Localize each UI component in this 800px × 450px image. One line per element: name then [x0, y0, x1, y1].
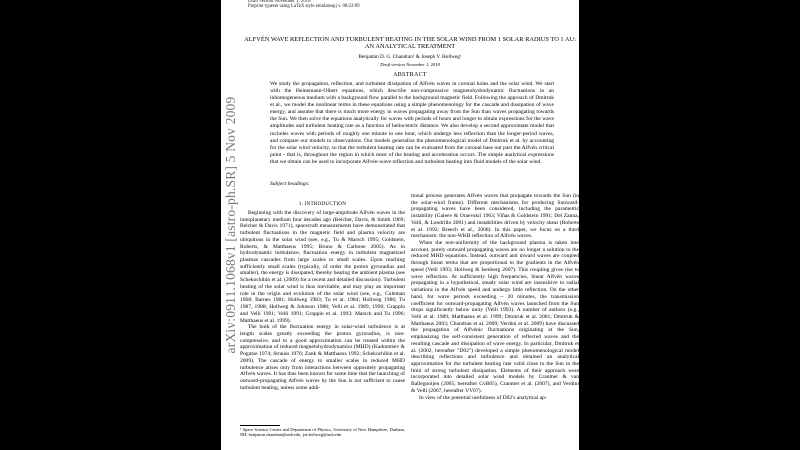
paragraph: When the non-uniformity of the background plasma is taken into account, purely outward propagating waves are no longer a solution to the reduced MHD equations. Instead, outward and inward waves are coupled through linear terms that are proportional to the gradients in the Alfvén speed (Velli 1993; Hollweg & Isenberg 2007). This coupling gives rise to wave reflection. At sufficiently high frequencies, linear Alfvén waves propagating in a hypothetical, steady solar wind are insensitive to radial variations in the Alfvén speed and undergo little reflection. On the other hand, for wave periods exceeding ~ 20 minutes, the transmission coefficient for outward-propagating Alfvén waves launched from the Sun drops significantly below unity (Velli 1993). A number of authors (e.g., Velli et al. 1989; Matthaeus et al. 1999; Dmitruk et al. 2001; Dmitruk & Matthaeus 2003; Chandran et al. 2009; Verdini et al. 2009) have discussed the propagation of Alfvénic fluctuations originating at the Sun, emphasizing the self-consistent generation of reflected waves and the resulting cascade and dissipation of wave energy. In particular, Dmitruk et al. (2002, hereafter "D02") developed a simple phenomenological model describing reflections and turbulence and obtained an analytical approximation for the turbulent heating rate valid close to the Sun in the limit of strong turbulent dissipation. Elements of their approach were incorporated into detailed solar wind models by Cranmer & van Ballegooijen (2005, hereafter CvB05), Cranmer et al. (2007), and Verdini & Velli (2007, hereafter VV07).	[411, 240, 579, 394]
section-heading: 1. INTRODUCTION	[298, 201, 347, 207]
draft-date: Draft version November 1, 2018	[380, 62, 440, 67]
authors: Benjamin D. G. Chandran¹ & Joseph V. Hollweg¹	[358, 54, 462, 60]
left-column	[240, 210, 405, 391]
arxiv-stamp: arXiv:0911.1068v1 [astro-ph.SR] 5 Nov 2009	[223, 96, 238, 354]
paragraph: In view of the potential usefulness of D02's analytical ap-	[419, 394, 547, 401]
footnote: ¹ Space Science Center and Department of Physics, University of New Hampshire, Durham, NH; benjamin.chandran@unh.edu, joe.hollweg@unh.edu	[240, 427, 405, 438]
footnote-rule	[240, 425, 280, 426]
draft-version-line: Draft version November 1, 2018	[248, 0, 311, 4]
right-column	[411, 193, 579, 401]
paragraph: tional process generates Alfvén waves that propagate towards the Sun (in the solar-wind frame). Different mechanisms for producing Sunward-propagating waves have been considered, including the parametric instability (Galeev & Oraevskii 1963; Viñas & Goldstein 1991; Del Zanna, Velli, & Londrillo 2001) and instabilities driven by velocity shear (Roberts et al. 1992; Breech et al., 2008). In this paper, we focus on a third mechanism: the non-WKB reflection of Alfvén waves.	[411, 193, 579, 240]
abstract-text: We study the propagation, reflection, and turbulent dissipation of Alfvén waves in coronal holes and the solar wind. We start with the Heinemann-Olbert equations, which describe non-compressive magnetohydrodynamic fluctuations in an inhomogeneous medium with a background flow parallel to the background magnetic field. Following the approach of Dmitruk et al., we model the nonlinear terms in these equations using a simple phenomenology for the cascade and dissipation of wave energy, and assume that there is much more energy in waves propagating away from the Sun than waves propagating towards the Sun. We then solve the equations analytically for waves with periods of hours and longer to obtain expressions for the wave amplitudes and turbulent heating rate as a function of heliocentric distance. We also develop a second approximate model that includes waves with periods of roughly one minute to one hour, which undergo less reflection than the longer-period waves, and compare our models to observations. Our models generalize the phenomenological model of Dmitruk et al. by accounting for the solar wind velocity, so that the turbulent heating rate can be evaluated from the coronal base out past the Alfvén critical point - that is, throughout the region in which most of the heating and acceleration occurs. The simple analytical expressions that we obtain can be used to incorporate Alfvén-wave reflection and turbulent heating into fluid models of the solar wind.	[270, 81, 554, 165]
paper-title: ALFVÉN WAVE REFLECTION AND TURBULENT HEATING IN THE SOLAR WIND FROM 1 SOLAR RADIUS TO 1 AU: AN ANALYTICAL TREATMENT	[244, 36, 576, 51]
preprint-style-line: Preprint typeset using LaTeX style emulateapj v. 08/22/09	[248, 4, 360, 10]
preprint-header	[248, 0, 360, 10]
subject-headings: Subject headings:	[270, 181, 310, 187]
paragraph: Beginning with the discovery of large-amplitude Alfvén waves in the interplanetary medium four decades ago (Belcher, Davis, & Smith 1969; Belcher & Davis 1971), spacecraft measurements have demonstrated that turbulent fluctuations in the magnetic field and plasma velocity are ubiquitous in the solar wind (see, e.g., Tu & Marsch 1995; Goldstein, Roberts, & Matthaeus 1995; Bruno & Carbone 2005). As in hydrodynamic turbulence, fluctuation energy in turbulent magnetized plasmas cascades from large scales to small scales. Upon reaching sufficiently small scales (typically, of order the proton gyroradius and smaller), the energy is dissipated, thereby heating the ambient plasma (see Schekochihin et al. (2009) for a recent and detailed discussion). Turbulent heating of the solar wind is thus inevitable, and may play an important role in the origin and evolution of the solar wind (see, e.g., Coleman 1968; Barnes 1981; Hollweg 1983; Tu et al. 1984; Hollweg 1986; Tu 1987, 1988; Hollweg & Johnson 1988; Velli et al. 1989, 1990; Grappin and Velli 1991; Velli 1991; Grappin et al. 1993; Marsch and Tu 1996; Matthaeus et al. 1999).	[240, 210, 405, 324]
abstract-heading: ABSTRACT	[393, 72, 427, 78]
paragraph: The bulk of the fluctuation energy in solar-wind turbulence is at length scales greatly exceeding the proton gyroradius, is non-compressive, and to a good approximation can be treated within the approximation of reduced magnetohydrodynamics (MHD) (Kadomtsev & Pogutse 1974; Strauss 1976; Zank & Matthaeus 1992; Schekochihin et al. 2009). The cascade of energy to smaller scales in reduced MHD turbulence arises only from interactions between oppositely propagating Alfvén waves. It has thus been known for some time that the launching of outward-propagating Alfvén waves by the Sun is not sufficient to cause turbulent heating, unless some addi-	[240, 324, 405, 391]
